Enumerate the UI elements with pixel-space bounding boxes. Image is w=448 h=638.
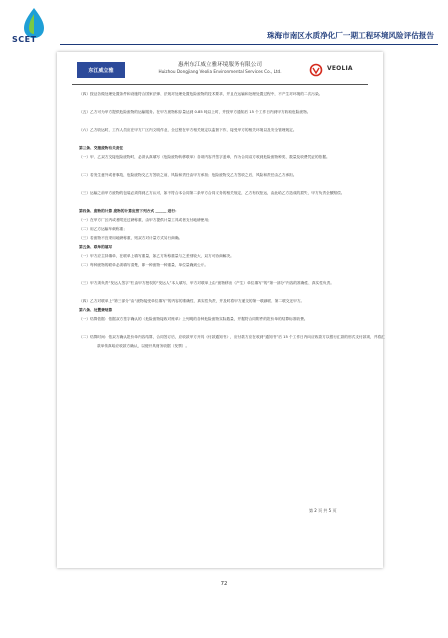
report-title: 珠海市南区水质净化厂一期工程环境风险评估报告 [266,31,434,40]
clause-text: （三）甲方须负责“发运人签字”栏由甲方授权的“发运人”本人填写，甲方对联单上由“废物移出（产生）单位填写”的“第一部分”内容的准确性、真实性负责。 [79,281,334,285]
scet-logo-text: SCET [12,35,37,44]
clause-text: （三）运输之前甲方废物的包装必须得到乙方认可，如不符合本合同第二条甲方合同义务的相关规定，乙方有权拒运，由此给乙方造成的损失，甲方负责全额赔偿。 [79,191,345,195]
section-heading: 第三条、交接废物有关责任 [79,146,124,150]
clause-text: （二）每种废物的联单必须填写清楚，即一种废物一种重量，单位量确到公斤。 [79,263,209,267]
contract-page [57,52,383,568]
clause-text: （一）结算依据：依据双方签字确认的《危险废物接收对账单》上列明的各种危险废物实际数量，并据符合同附件的报价单的结算标准收费。 [79,317,308,321]
dongjiang-logo: 东江威立雅 [77,62,125,78]
section-heading: 第六条、处置费结算 [79,308,113,312]
clause-text: （三）若废物不宜采用地磅称重，则双方对计量方式另行商确。 [79,236,183,240]
clause-text: （一）在甲方厂区内或者附近过磅称重，由甲方提供计量工具或者支付地磅使用； [79,218,212,222]
company-divider [72,84,368,85]
clause-text: （五）乙方可为甲方提供危险废物的运输服务。在甲方废物积存量达到 0.85 吨以上时，并按甲方通知后 15 个工作日内到甲方收取危险废物。 [79,110,311,114]
clause-text: （一）甲方应主持填单，在联单上填写重量，如乙方所称重量与之差别较大，双方可协商解决。 [79,254,234,258]
company-name-en: Huizhou Dongjiang Veolia Environmental Services Co., Ltd. [158,69,282,74]
contract-page-label: 第 2 页 共 5 页 [309,508,337,513]
clause-text: （二）结算时间：依双方确认报价单内容结算，合同签订后，应收款甲方开具《付款通知书》，应付款方应在收到“通知书”后 15 个工作日内向应收款方以银行汇款的形式支付款项，并将汇款单传真给应收款方确认，以便开具财务收据（发票）。 [79,335,385,348]
section-heading: 第五条、联单的填写 [79,245,113,249]
section-heading: 第四条、废物的计算 废物的计算应按下列方式 ______ 进行： [79,209,179,213]
company-name-cn: 惠州东江威立雅环境服务有限公司 [178,62,262,68]
header-divider [60,44,438,45]
report-page-number: 72 [220,581,228,587]
clause-text: （二）若发生意外或者事故，危险废物交乙方签收之前，风险和责任由甲方承担；危险废物交乙方签收之后，风险和责任由乙方承担。 [79,173,297,177]
clause-text: （二）用乙方运输车载称重； [79,227,127,231]
clause-text: （六）乙方收运时，工作人员应在甲方厂区内文明作业，全过程在甲方相关规定以监督下作，接受甲方的相关环境以及安全管理规定。 [79,128,297,132]
clause-text: （四）乙方对联单上“第三部分”由“废物接受单位填写”的内容的准确性、真实性负责，并及时将甲方递交的第一联副联、第二联交还甲方。 [79,299,305,303]
veolia-logo-text: VEOLIA [327,65,353,72]
clause-text: （四）按证各做处理处置条件和设施符合国家法律、法规对处理处置危险废物的技术要求，并且在运输和处理处置过程中，不产生对环境的二次污染。 [79,92,323,96]
clause-text: （一）甲、乙双方交接危险废物时，必须认真填写《危险废物转移联单》各项内容并签字盖章，作为合同双方收到危险废物种类、数量及收费凭证的依据。 [79,155,330,159]
